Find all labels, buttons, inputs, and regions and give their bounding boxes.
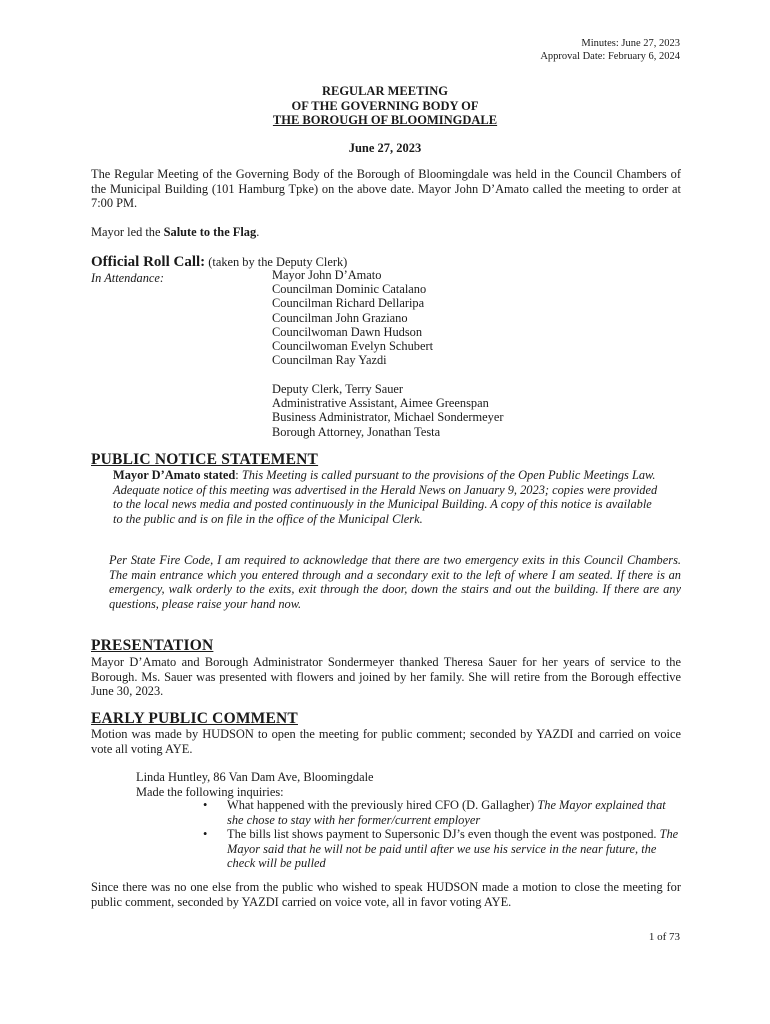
list-item [200,798,682,827]
page-number: 1 of 73 [648,931,680,943]
title-line-1: REGULAR MEETING [321,84,449,98]
inquiries-list [200,798,682,871]
inquiry-question: The bills list shows payment to Supersonic DJ’s even though the event was postponed. [227,827,660,841]
list-item: Councilman Richard Dellaripa [272,296,425,311]
salute-suffix: . [256,225,260,239]
title-line-2: OF THE GOVERNING BODY OF [291,98,479,113]
roll-call-note: (taken by the Deputy Clerk) [205,255,348,269]
early-comment-heading: EARLY PUBLIC COMMENT [91,710,298,727]
list-item: Administrative Assistant, Aimee Greenspan [272,396,489,411]
salute-bold: Salute to the Flag [163,225,257,239]
meeting-date: June 27, 2023 [348,141,422,155]
list-item: Councilman Ray Yazdi [272,353,387,368]
public-notice-heading: PUBLIC NOTICE STATEMENT [91,451,319,468]
roll-call-title: Official Roll Call: [91,254,206,270]
notice-speaker: Mayor D’Amato stated [113,468,236,482]
list-item: Mayor John D’Amato [272,268,382,282]
presentation-paragraph: Mayor D’Amato and Borough Administrator Sondermeyer thanked Theresa Sauer for her years of service to the Borough. Ms. Sauer was presented with flowers and joined by her family. She will retire from the Borough effective June 30, 2023. [91,655,681,698]
approval-date: Approval Date: February 6, 2024 [540,51,680,62]
list-item: Councilwoman Evelyn Schubert [272,339,434,354]
minutes-date: Minutes: June 27, 2023 [581,38,680,49]
public-speaker [136,770,374,799]
salute-prefix: Mayor led the [91,225,164,239]
meeting-title [0,84,770,128]
inquiry-answer: The Mayor said that he will not be paid until after we use his service in the near future, the check will be pulled [227,827,679,870]
list-item: Borough Attorney, Jonathan Testa [272,424,441,439]
fire-code-statement: Per State Fire Code, I am required to acknowledge that there are two emergency exits in this Council Chambers. The main entrance which you entered through and a secondary exit to the left of where I am seated. If there is an emergency, walk orderly to the exits, exit through the door, down the stairs and out the building. If there are any questions, please raise your hand now. [109,553,681,611]
motion-paragraph: Motion was made by HUDSON to open the meeting for public comment; seconded by YAZDI and carried on voice vote all voting AYE. [91,727,681,756]
officials-list [272,268,433,367]
staff-list [272,382,503,439]
closing-paragraph: Since there was no one else from the public who wished to speak HUDSON made a motion to close the meeting for public comment, seconded by YAZDI carried on voice vote, all in favor voting AYE. [91,880,681,909]
list-item: Councilman Dominic Catalano [272,282,427,297]
bullet-icon: • [203,827,208,841]
intro-paragraph: The Regular Meeting of the Governing Body of the Borough of Bloomingdale was held in the Council Chambers of the Municipal Building (101 Hamburg Tpke) on the above date. Mayor John D’Amato called the meeting to order at 7:00 PM. [91,167,681,210]
bullet-icon: • [203,798,208,812]
list-item: Councilman John Graziano [272,310,408,325]
public-notice-statement [113,468,658,526]
list-item: Councilwoman Dawn Hudson [272,324,423,339]
list-item: Business Administrator, Michael Sondermeyer [272,410,504,425]
list-item [200,827,682,871]
list-item: Deputy Clerk, Terry Sauer [272,382,404,396]
title-line-3: THE BOROUGH OF BLOOMINGDALE [272,113,498,127]
inquiries-label: Made the following inquiries: [136,784,284,799]
salute-paragraph [91,225,681,240]
presentation-heading: PRESENTATION [91,637,214,654]
inquiry-answer: The Mayor explained that she chose to stay with her former/current employer [227,798,666,827]
speaker-name: Linda Huntley, 86 Van Dam Ave, Bloomingdale [136,770,374,784]
notice-colon: : [235,468,242,482]
document-header [540,37,680,63]
notice-text: This Meeting is called pursuant to the provisions of the Open Public Meetings Law. Adequate notice of this meeting was advertised in the Herald News on January 9, 2023; copies were provided to the local news media and posted continuously in the Municipal Building. A copy of this notice is available to the public and is on file in the office of the Municipal Clerk. [113,468,658,526]
inquiry-question: What happened with the previously hired CFO (D. Gallagher) [227,798,538,812]
attendance-label: In Attendance: [91,271,165,285]
